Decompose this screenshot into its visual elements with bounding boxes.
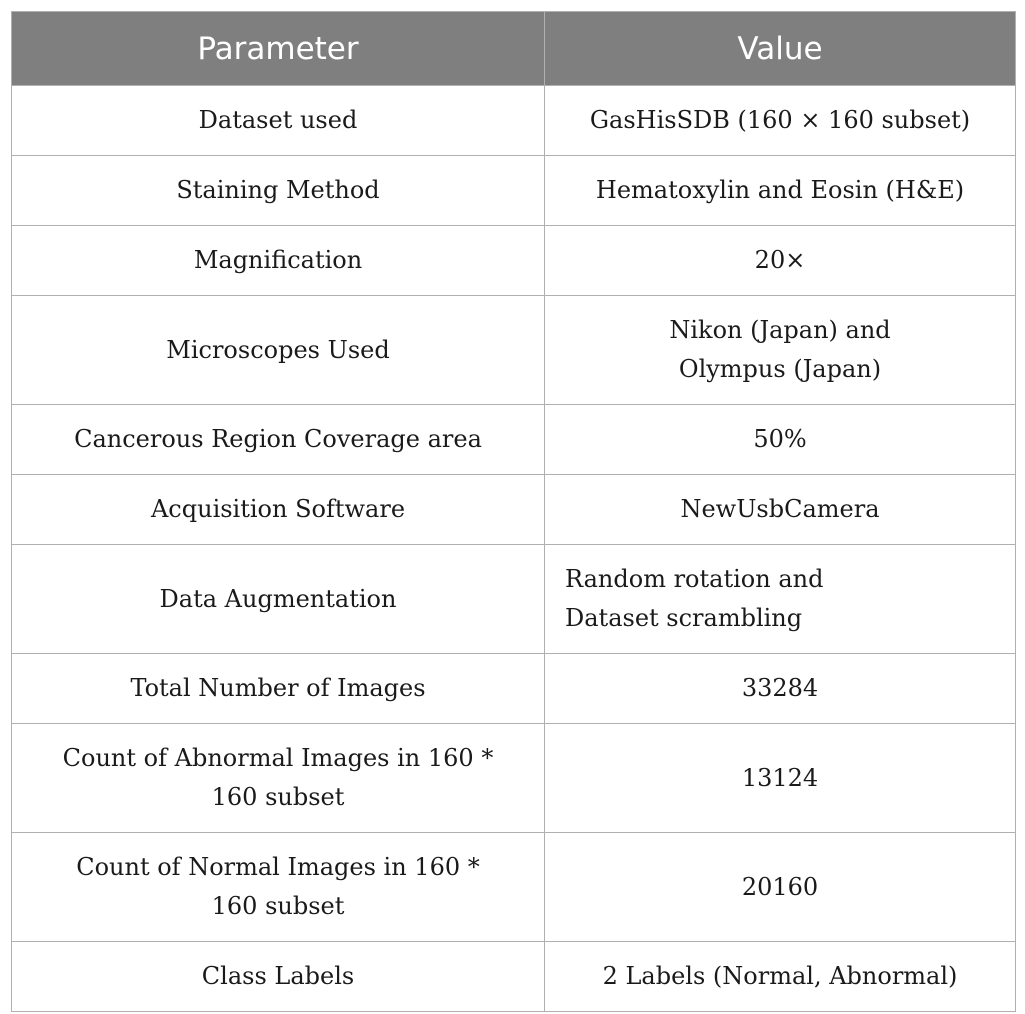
value-cell	[545, 654, 1016, 724]
header-row	[12, 12, 1016, 86]
table-row	[12, 226, 1016, 296]
cell-line: 2 Labels (Normal, Abnormal)	[602, 962, 958, 990]
table-row	[12, 405, 1016, 475]
cell-line: Total Number of Images	[130, 674, 426, 702]
cell-line: Nikon (Japan) and	[669, 316, 891, 344]
header-parameter: Parameter	[12, 12, 545, 86]
cell-line: GasHisSDB (160 × 160 subset)	[589, 106, 971, 134]
table-row	[12, 86, 1016, 156]
parameter-cell	[12, 545, 545, 654]
value-cell	[545, 724, 1016, 833]
table-row	[12, 156, 1016, 226]
cell-line: Olympus (Japan)	[678, 355, 882, 383]
cell-line: Random rotation and	[565, 565, 824, 593]
parameter-cell	[12, 405, 545, 475]
cell-line: Dataset scrambling	[565, 604, 803, 632]
cell-line: 13124	[741, 763, 819, 792]
cell-line: Acquisition Software	[150, 495, 406, 523]
cell-line: 33284	[741, 674, 819, 702]
parameter-cell	[12, 724, 545, 833]
cell-line: Count of Normal Images in 160 *	[76, 853, 480, 881]
value-cell	[545, 405, 1016, 475]
value-cell	[545, 156, 1016, 226]
cell-line: 20×	[754, 246, 806, 274]
parameter-cell	[12, 833, 545, 942]
parameter-cell	[12, 654, 545, 724]
parameter-cell	[12, 942, 545, 1012]
value-cell	[545, 226, 1016, 296]
table-row	[12, 654, 1016, 724]
cell-line: Count of Abnormal Images in 160 *	[62, 744, 494, 772]
cell-line: Hematoxylin and Eosin (H&E)	[595, 176, 965, 204]
parameter-cell	[12, 86, 545, 156]
cell-line: Class Labels	[201, 962, 355, 990]
parameter-cell	[12, 226, 545, 296]
cell-line: Staining Method	[176, 176, 380, 204]
table-row	[12, 296, 1016, 405]
header-value: Value	[545, 12, 1016, 86]
value-cell	[545, 545, 1016, 654]
value-cell	[545, 942, 1016, 1012]
cell-line: 20160	[741, 872, 819, 901]
cell-line: Dataset used	[198, 106, 358, 134]
value-cell	[545, 296, 1016, 405]
parameter-cell	[12, 156, 545, 226]
cell-line: 160 subset	[211, 892, 345, 920]
cell-line: Cancerous Region Coverage area	[74, 425, 482, 453]
value-cell	[545, 833, 1016, 942]
table-row	[12, 833, 1016, 942]
table-row	[12, 475, 1016, 545]
parameter-cell	[12, 475, 545, 545]
table-row	[12, 724, 1016, 833]
table-row	[12, 942, 1016, 1012]
parameter-table	[11, 11, 1016, 1012]
cell-line: 160 subset	[211, 783, 345, 811]
cell-line: NewUsbCamera	[680, 495, 880, 523]
cell-line: Data Augmentation	[159, 584, 397, 613]
cell-line: Magnification	[193, 246, 363, 274]
parameter-cell	[12, 296, 545, 405]
cell-line: 50%	[753, 425, 807, 453]
value-cell	[545, 86, 1016, 156]
value-cell	[545, 475, 1016, 545]
cell-line: Microscopes Used	[166, 335, 390, 364]
table-row	[12, 545, 1016, 654]
